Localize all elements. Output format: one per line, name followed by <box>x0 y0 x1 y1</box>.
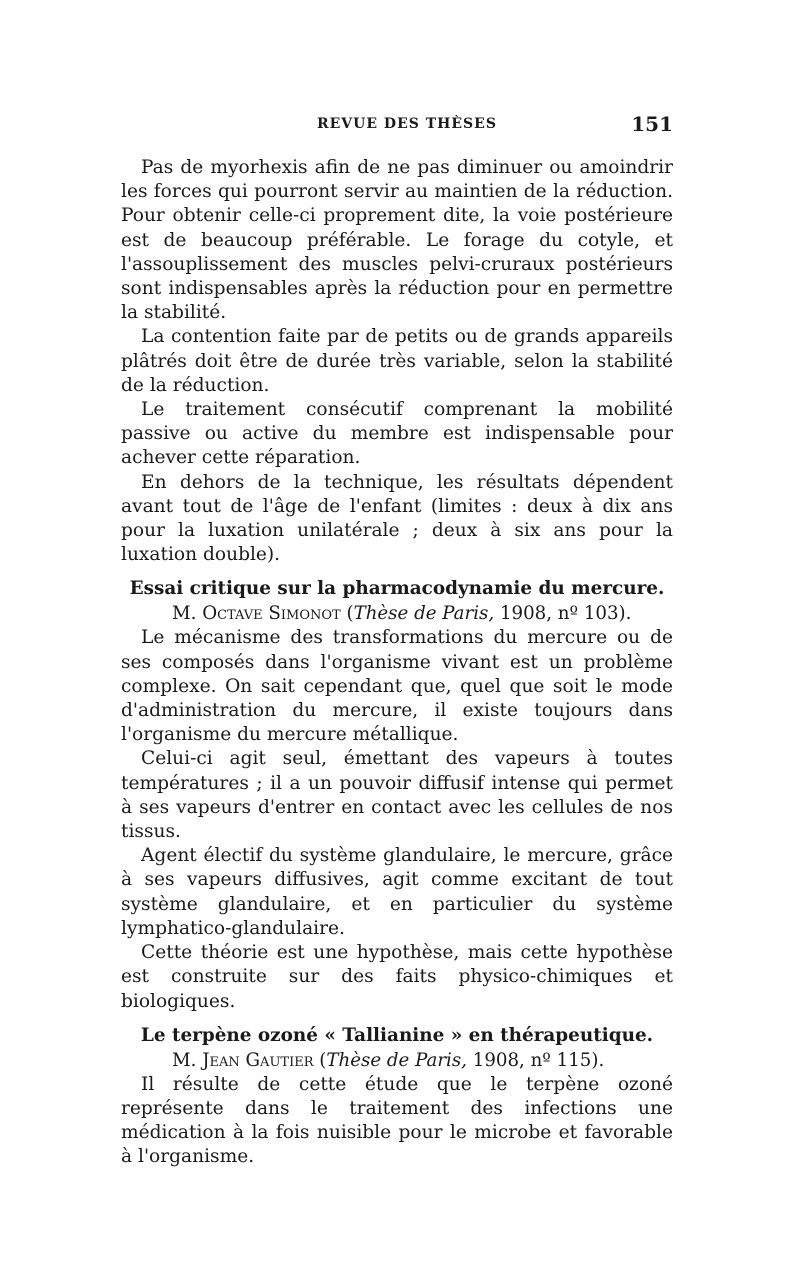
author-name: Octave Simonot <box>202 603 341 625</box>
thesis-citation: M. Jean Gautier (Thèse de Paris, 1908, nº 115). <box>172 1049 605 1071</box>
section-title: Essai critique sur la pharmacodynamie du mercure. <box>129 578 665 600</box>
paragraph: Il résulte de cette étude que le terpène ozoné représente dans le traitement des infections une médication à la fois nuisible pour le microbe et favorable à l'organisme. <box>121 1073 673 1168</box>
running-title: REVUE DES THÈSES <box>317 116 497 132</box>
section-title: Le terpène ozoné « Tallianine » en thérapeutique. <box>140 1024 654 1046</box>
thesis-year-number: 1908, nº 103). <box>499 603 632 625</box>
paragraph: La contention faite par de petits ou de grands appareils plâtrés doit être de durée très variable, selon la stabilité de la réduction. <box>121 326 673 396</box>
section-hip-luxation <box>121 156 673 567</box>
thesis-year-number: 1908, nº 115). <box>472 1049 605 1071</box>
running-head <box>121 112 673 138</box>
page-number: 151 <box>631 112 673 136</box>
paragraph: En dehors de la technique, les résultats dépendent avant tout de l'âge de l'enfant (limites : deux à dix ans pour la luxation unilatérale ; deux à six ans pour la luxation double). <box>121 471 673 566</box>
paragraph: Celui-ci agit seul, émettant des vapeurs à toutes températures ; il a un pouvoir diffusif intense qui permet à ses vapeurs d'entrer en contact avec les cellules de nos tissus. <box>121 748 673 843</box>
thesis-citation: M. Octave Simonot (Thèse de Paris, 1908, nº 103). <box>172 603 632 625</box>
paragraph: Le traitement consécutif comprenant la mobilité passive ou active du membre est indispensable pour achever cette réparation. <box>121 399 673 469</box>
thesis-title: Thèse de Paris, <box>326 1049 467 1071</box>
book-page <box>121 112 673 1170</box>
paragraph: Cette théorie est une hypothèse, mais cette hypothèse est construite sur des faits physico-chimiques et biologiques. <box>121 942 673 1012</box>
section-terpene <box>121 1023 673 1170</box>
paragraph: Agent électif du système glandulaire, le mercure, grâce à ses vapeurs diffusives, agit comme excitant de tout système glandulaire, et en particulier du système lymphatico-glandulaire. <box>121 845 673 939</box>
author-prefix: M. <box>172 603 197 625</box>
author-prefix: M. <box>172 1049 197 1071</box>
paragraph: Pas de myorhexis afin de ne pas diminuer ou amoindrir les forces qui pourront servir au maintien de la réduction. Pour obtenir celle-ci proprement dite, la voie postérieure est de beaucoup préférable. Le forage du cotyle, et l'assouplissement des muscles pelvi-cruraux postérieurs sont indispensables après la réduction pour en permettre la stabilité. <box>121 157 673 324</box>
section-mercure <box>121 576 673 1013</box>
thesis-title: Thèse de Paris, <box>353 603 495 625</box>
author-name: Jean Gautier <box>202 1049 314 1071</box>
paragraph: Le mécanisme des transformations du mercure ou de ses composés dans l'organisme vivant est un problème complexe. On sait cependant que, quel que soit le mode d'administration du mercure, il existe toujours dans l'organisme du mercure métallique. <box>121 627 673 746</box>
